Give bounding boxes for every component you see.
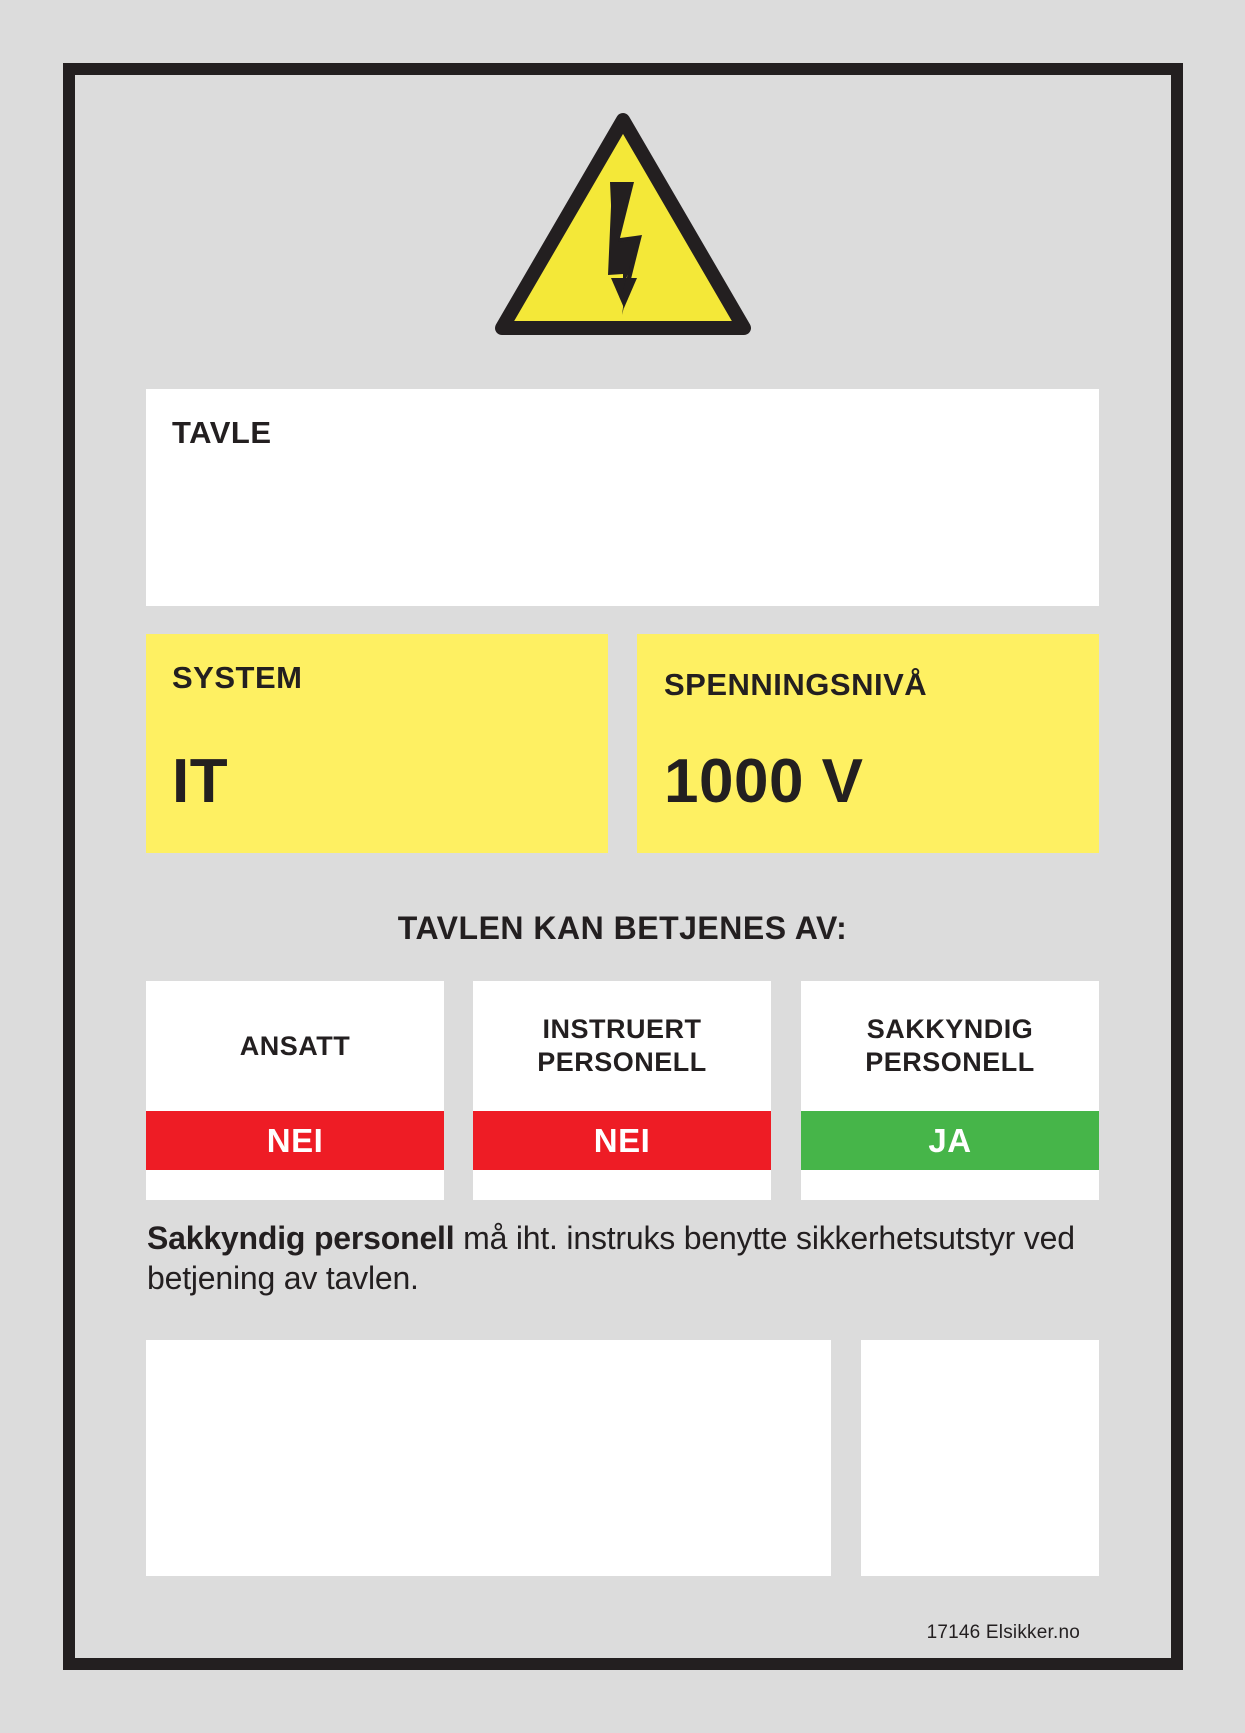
category-instruert-personell (473, 981, 771, 1200)
category-label: SAKKYNDIG PERSONELL (865, 1014, 1035, 1077)
category-label: INSTRUERT PERSONELL (537, 1014, 707, 1077)
category-label: ANSATT (239, 1030, 351, 1061)
tavle-label: TAVLE (172, 415, 272, 450)
tavle-box (146, 389, 1099, 606)
category-status-badge: NEI (146, 1111, 444, 1170)
category-status-badge: NEI (473, 1111, 771, 1170)
instruction-note (147, 1218, 1097, 1298)
high-voltage-warning-icon (492, 110, 754, 342)
spenningsniva-value: 1000 V (664, 747, 864, 816)
footer-code: 17146 Elsikker.no (926, 1622, 1080, 1643)
note-text: må iht. instruks benytte sikkerhetsutstyr ved betjening av tavlen. (147, 1220, 1075, 1296)
blank-field-large (146, 1340, 831, 1576)
blank-field-small (861, 1340, 1099, 1576)
spenningsniva-label: SPENNINGSNIVÅ (664, 667, 928, 702)
system-box (146, 634, 608, 853)
category-sakkyndig-personell (801, 981, 1099, 1200)
category-ansatt (146, 981, 444, 1200)
section-title: TAVLEN KAN BETJENES AV: (397, 910, 848, 946)
system-value: IT (172, 747, 229, 816)
system-label: SYSTEM (172, 660, 303, 695)
note-bold: Sakkyndig personell (147, 1220, 455, 1256)
spenningsniva-box (637, 634, 1099, 853)
category-status-badge: JA (801, 1111, 1099, 1170)
